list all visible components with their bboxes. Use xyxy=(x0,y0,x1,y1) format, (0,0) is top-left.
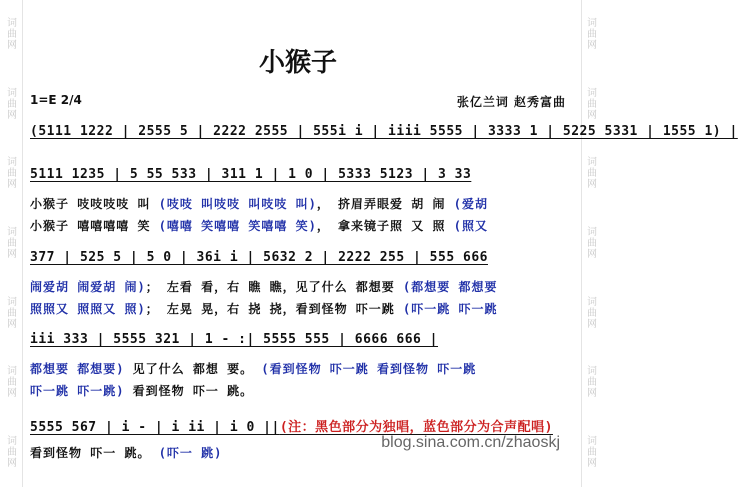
solo-segment: 小猴子 嘻嘻嘻嘻 笑 xyxy=(30,219,159,233)
solo-segment: ； 左晃 晃，右 挠 挠，看到怪物 吓一跳 xyxy=(145,302,404,316)
solo-segment: 看到怪物 吓一 跳。 xyxy=(30,446,159,460)
chorus-segment: (吱吱 叫吱吱 叫吱吱 叫) xyxy=(158,197,317,211)
chorus-segment: 照照又 照照又 照) xyxy=(30,302,146,316)
solo-segment: iii 333 | 5555 321 | 1 - :| 5555 555 | 6666 666 | xyxy=(30,332,439,347)
annotation-note: (注：黑色部分为独唱，蓝色部分为合声配唱) xyxy=(279,420,553,435)
side-watermark-text: 词 曲 网 xyxy=(7,157,17,191)
notation-line xyxy=(30,250,570,265)
solo-segment: 见了什么 都想 要。 xyxy=(124,362,262,376)
chorus-segment: (吓一跳 吓一跳 xyxy=(403,302,498,316)
song-title: 小猴子 xyxy=(258,48,337,78)
solo-segment: 5111 1235 | 5 55 533 | 311 1 | 1 0 | 5333 5123 | 3 33 xyxy=(30,167,472,182)
lyric-line xyxy=(30,300,570,317)
notation-line xyxy=(30,332,570,347)
right-margin-rule xyxy=(581,0,582,487)
solo-segment: ， 挤眉弄眼爱 胡 闹 xyxy=(316,197,454,211)
side-watermark-text: 词 曲 网 xyxy=(587,226,597,260)
solo-segment: 看到怪物 吓一 跳。 xyxy=(124,384,254,398)
side-watermark-text: 词 曲 网 xyxy=(587,157,597,191)
side-watermark-text: 词 曲 网 xyxy=(587,366,597,400)
side-watermark-text: 词 曲 网 xyxy=(7,18,17,52)
right-side-watermark xyxy=(583,0,601,487)
left-side-watermark xyxy=(3,0,21,487)
solo-segment: 377 | 525 5 | 5 0 | 36i i | 5632 2 | 2222 255 | 555 666 xyxy=(30,250,488,265)
solo-segment: ， 拿来镜子照 又 照 xyxy=(316,219,454,233)
credits: 张亿兰词 赵秀富曲 xyxy=(456,95,566,109)
chorus-segment: 吓一跳 吓一跳) xyxy=(30,384,125,398)
blog-watermark: blog.sina.com.cn/zhaoskj xyxy=(381,434,560,451)
chorus-segment: (爱胡 xyxy=(453,197,488,211)
side-watermark-text: 词 曲 网 xyxy=(587,87,597,121)
chorus-segment: (看到怪物 吓一跳 看到怪物 吓一跳 xyxy=(261,362,477,376)
solo-segment: (5111 1222 | 2555 5 | 2222 2555 | 555i i | iiii 5555 | 3333 1 | 5225 5331 | 1555 1) | xyxy=(30,124,738,139)
notation-line xyxy=(30,124,738,139)
side-watermark-text: 词 曲 网 xyxy=(7,87,17,121)
left-margin-rule xyxy=(22,0,23,487)
lyric-line xyxy=(30,382,570,399)
chorus-segment: (吓一 跳) xyxy=(158,446,223,460)
notation-line xyxy=(30,416,570,435)
side-watermark-text: 词 曲 网 xyxy=(587,435,597,469)
side-watermark-text: 词 曲 网 xyxy=(587,296,597,330)
chorus-segment: (嘻嘻 笑嘻嘻 笑嘻嘻 笑) xyxy=(158,219,317,233)
key-signature: 1=E 2/4 xyxy=(30,93,82,107)
notation-line xyxy=(30,167,570,182)
side-watermark-text: 词 曲 网 xyxy=(7,366,17,400)
solo-segment: ； 左看 看，右 瞧 瞧，见了什么 都想要 xyxy=(145,280,404,294)
lyric-line xyxy=(30,360,570,377)
chorus-segment: 闹爱胡 闹爱胡 闹) xyxy=(30,280,146,294)
side-watermark-text: 词 曲 网 xyxy=(7,226,17,260)
solo-segment: 5555 567 | i - | i ii | i 0 || xyxy=(30,420,280,435)
chorus-segment: (照又 xyxy=(453,219,488,233)
lyric-line xyxy=(30,195,570,212)
chorus-segment: 都想要 都想要) xyxy=(30,362,125,376)
side-watermark-text: 词 曲 网 xyxy=(7,296,17,330)
lyric-line xyxy=(30,217,570,234)
side-watermark-text: 词 曲 网 xyxy=(587,18,597,52)
chorus-segment: (都想要 都想要 xyxy=(403,280,498,294)
lyric-line xyxy=(30,278,570,295)
side-watermark-text: 词 曲 网 xyxy=(7,435,17,469)
solo-segment: 小猴子 吱吱吱吱 叫 xyxy=(30,197,159,211)
